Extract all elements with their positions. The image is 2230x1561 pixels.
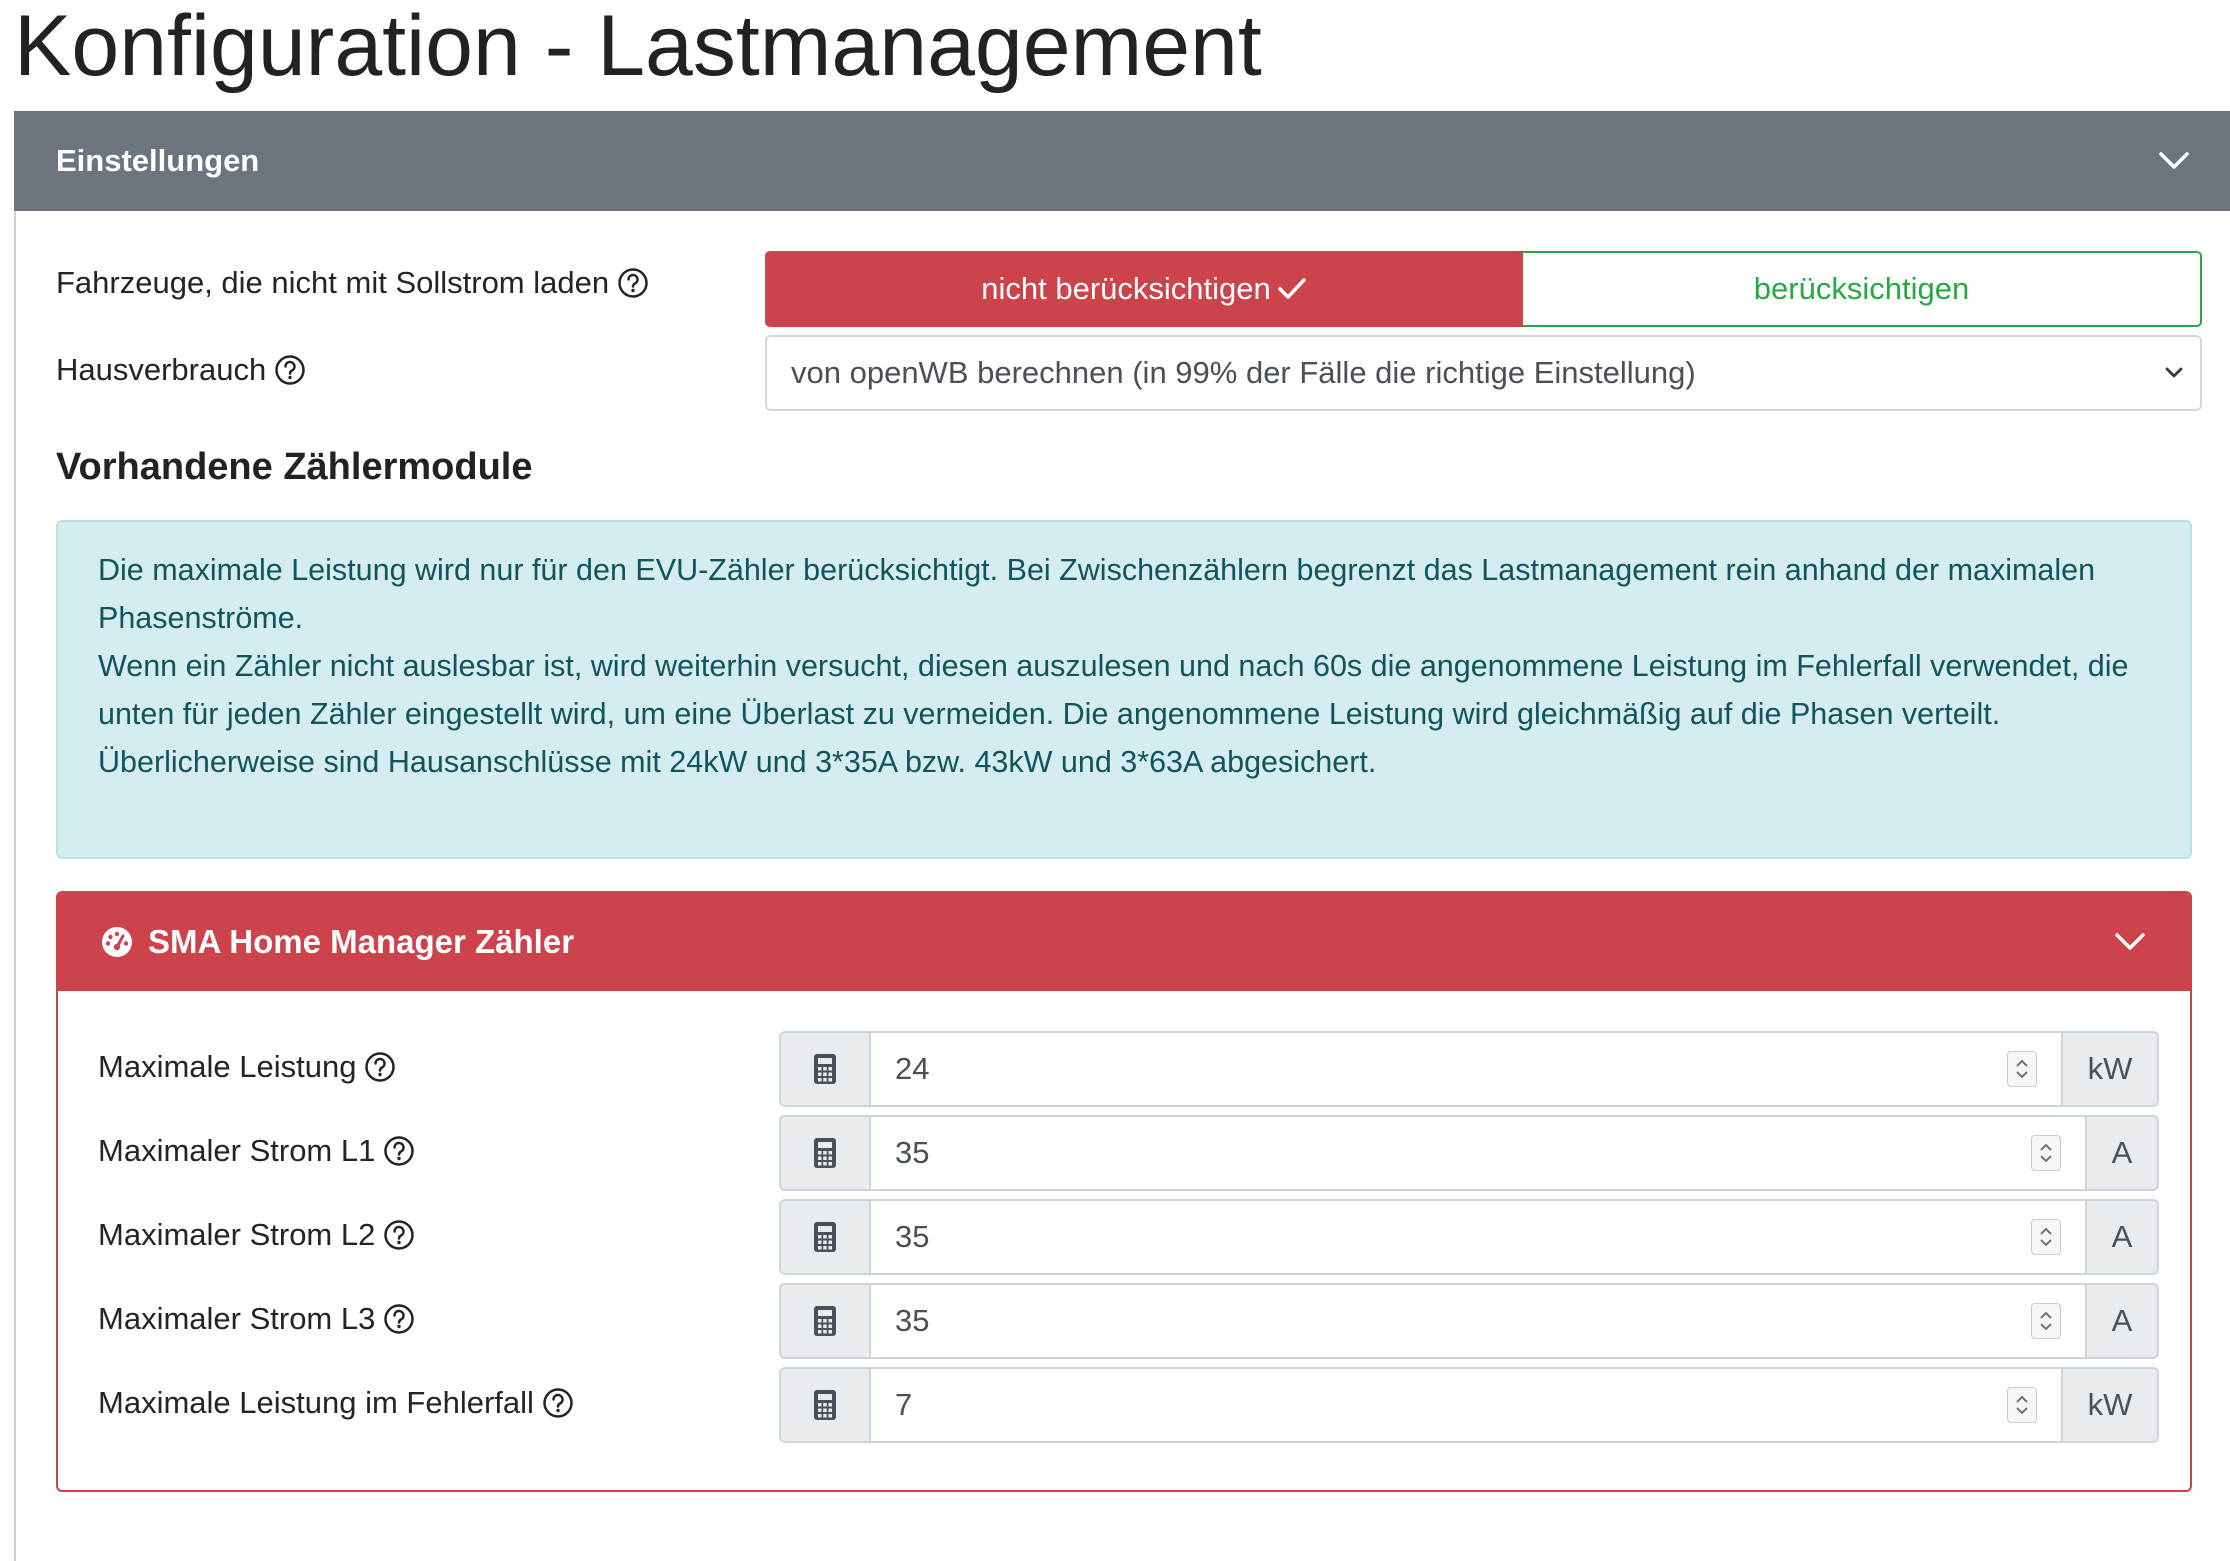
help-icon[interactable] [617, 267, 649, 299]
max-current-l3-unit: A [2087, 1283, 2159, 1359]
max-power-unit: kW [2063, 1031, 2159, 1107]
max-power-input-group [779, 1031, 2159, 1107]
calculator-icon [779, 1199, 871, 1275]
help-icon[interactable] [274, 354, 306, 386]
max-current-l2-value: 35 [895, 1219, 930, 1254]
page-title: Konfiguration - Lastmanagement [14, 0, 1262, 94]
max-current-l1-value: 35 [895, 1135, 930, 1170]
max-current-l3-input[interactable] [871, 1283, 2087, 1359]
max-current-l1-label-row [98, 1133, 415, 1169]
fault-power-label: Maximale Leistung im Fehlerfall [98, 1385, 534, 1420]
max-current-l2-input-group [779, 1199, 2159, 1275]
help-icon[interactable] [383, 1135, 415, 1167]
fault-power-input[interactable] [871, 1367, 2063, 1443]
help-icon[interactable] [383, 1219, 415, 1251]
vehicles-label: Fahrzeuge, die nicht mit Sollstrom laden [56, 265, 610, 300]
max-current-l1-input-group [779, 1115, 2159, 1191]
option-considered-label: berücksichtigen [1753, 271, 1970, 306]
calculator-icon [779, 1367, 871, 1443]
dashboard-icon [100, 925, 134, 959]
help-icon[interactable] [364, 1051, 396, 1083]
spinner-icon[interactable] [2031, 1303, 2061, 1339]
max-current-l2-unit: A [2087, 1199, 2159, 1275]
help-icon[interactable] [383, 1303, 415, 1335]
chevron-down-icon[interactable] [2156, 143, 2192, 179]
max-current-l3-value: 35 [895, 1303, 930, 1338]
spinner-icon[interactable] [2007, 1387, 2037, 1423]
max-current-l3-input-group [779, 1283, 2159, 1359]
fault-power-label-row [98, 1385, 574, 1421]
vehicles-toggle-group [765, 251, 2202, 327]
max-power-label-row [98, 1049, 396, 1085]
max-current-l2-label-row [98, 1217, 415, 1253]
max-current-l1-input[interactable] [871, 1115, 2087, 1191]
max-power-label: Maximale Leistung [98, 1049, 357, 1084]
max-current-l3-label-row [98, 1301, 415, 1337]
option-not-considered-label: nicht berücksichtigen [981, 271, 1271, 306]
info-line: Überlicherweise sind Hausanschlüsse mit 24kW und 3*35A bzw. 43kW und 3*63A abgesichert. [98, 745, 1377, 779]
calculator-icon [779, 1031, 871, 1107]
check-icon [1277, 277, 1307, 301]
house-consumption-select[interactable] [765, 335, 2202, 411]
chevron-down-icon[interactable] [2112, 924, 2148, 960]
max-current-l3-label: Maximaler Strom L3 [98, 1301, 376, 1336]
settings-card-title: Einstellungen [56, 143, 260, 178]
fault-power-unit: kW [2063, 1367, 2159, 1443]
max-power-value: 24 [895, 1051, 930, 1086]
max-current-l1-unit: A [2087, 1115, 2159, 1191]
calculator-icon [779, 1283, 871, 1359]
help-icon[interactable] [542, 1387, 574, 1419]
info-alert [56, 520, 2192, 859]
option-considered-button[interactable] [1523, 251, 2202, 327]
info-line: Die maximale Leistung wird nur für den EVU-Zähler berücksichtigt. Bei Zwischenzählern begrenzt das Lastmanagement rein anhand der maximalen Phasenströme. [98, 553, 2096, 635]
spinner-icon[interactable] [2007, 1051, 2037, 1087]
meters-section-title: Vorhandene Zählermodule [56, 446, 533, 488]
max-power-input[interactable] [871, 1031, 2063, 1107]
spinner-icon[interactable] [2031, 1219, 2061, 1255]
meter-module-header[interactable] [58, 893, 2190, 991]
vehicles-row [56, 265, 649, 301]
calculator-icon [779, 1115, 871, 1191]
house-consumption-value: von openWB berechnen (in 99% der Fälle die richtige Einstellung) [791, 355, 1696, 390]
max-current-l2-input[interactable] [871, 1199, 2087, 1275]
meter-module-title: SMA Home Manager Zähler [148, 923, 575, 960]
info-line: Wenn ein Zähler nicht auslesbar ist, wird weiterhin versucht, diesen auszulesen und nach 60s die angenommene Leistung im Fehlerfall verwendet, die unten für jeden Zähler eingestellt wird, um eine Überlast zu vermeiden. Die angenommene Leistung wird gleichmäßig auf die Phasen verteilt. [98, 649, 2129, 731]
max-current-l1-label: Maximaler Strom L1 [98, 1133, 376, 1168]
max-current-l2-label: Maximaler Strom L2 [98, 1217, 376, 1252]
fault-power-value: 7 [895, 1387, 913, 1422]
settings-card-header[interactable] [14, 111, 2230, 211]
house-row [56, 352, 306, 388]
option-not-considered-button[interactable] [765, 251, 1523, 327]
house-label: Hausverbrauch [56, 352, 267, 387]
spinner-icon[interactable] [2031, 1135, 2061, 1171]
fault-power-input-group [779, 1367, 2159, 1443]
chevron-down-icon [2164, 366, 2184, 380]
